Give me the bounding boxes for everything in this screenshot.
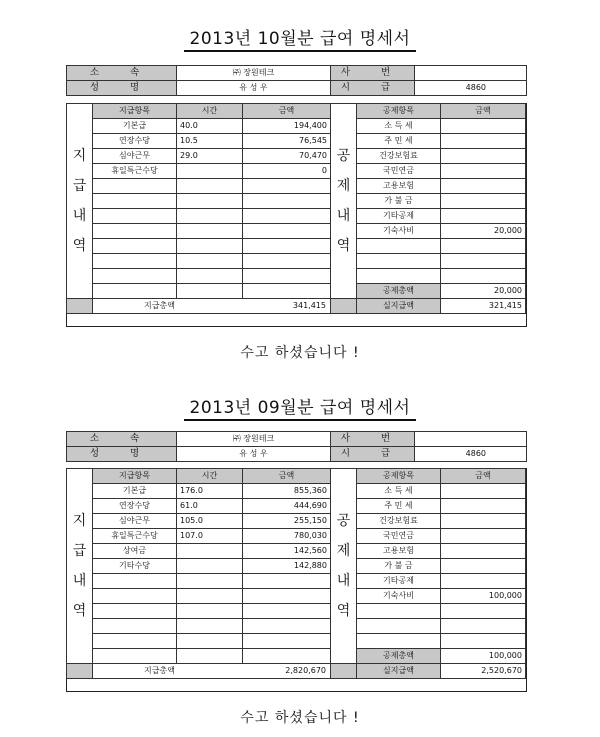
pay-detail-table bbox=[66, 468, 331, 679]
table-row bbox=[67, 574, 331, 589]
deduct-total-row: 공제총액 100,000 bbox=[331, 649, 526, 664]
pay-total-row bbox=[67, 299, 331, 314]
table-row: 심야근무 29.0 70,470 bbox=[67, 149, 331, 164]
col-deduct-amount: 금액 bbox=[441, 469, 526, 484]
table-row: 고용보험 bbox=[331, 544, 526, 559]
col-pay-hours: 시간 bbox=[177, 104, 243, 119]
net-pay-value: 321,415 bbox=[441, 299, 526, 314]
col-deduct-item: 공제항목 bbox=[357, 104, 441, 119]
table-row: 고용보험 bbox=[331, 179, 526, 194]
table-row bbox=[67, 649, 331, 664]
table-row: 기타공제 bbox=[331, 574, 526, 589]
table-row bbox=[67, 604, 331, 619]
table-row: 국민연금 bbox=[331, 164, 526, 179]
table-row bbox=[67, 619, 331, 634]
deduct-total-row: 공제총액 20,000 bbox=[331, 284, 526, 299]
table-row bbox=[67, 269, 331, 284]
table-row: 가 불 금 bbox=[331, 194, 526, 209]
table-row: 가 불 금 bbox=[331, 559, 526, 574]
employee-header-table bbox=[66, 431, 527, 462]
pay-side-label: 지 급 내 역 bbox=[67, 104, 93, 299]
table-row bbox=[331, 604, 526, 619]
table-row bbox=[67, 194, 331, 209]
rate-value: 4860 bbox=[415, 81, 527, 96]
rate-label: 시 급 bbox=[331, 81, 415, 96]
net-pay-label: 실지급액 bbox=[357, 664, 441, 679]
table-row: 기타수당 142,880 bbox=[67, 559, 331, 574]
table-row bbox=[67, 589, 331, 604]
emp-no-value bbox=[415, 432, 527, 447]
pay-total-value: 2,820,670 bbox=[285, 666, 326, 675]
table-row: 주 민 세 bbox=[331, 499, 526, 514]
table-row bbox=[67, 284, 331, 299]
table-row bbox=[331, 269, 526, 284]
table-row: 기숙사비 20,000 bbox=[331, 224, 526, 239]
table-row: 주 민 세 bbox=[331, 134, 526, 149]
table-row: 휴일특근수당 107.0 780,030 bbox=[67, 529, 331, 544]
rate-label: 시 급 bbox=[331, 447, 415, 462]
col-pay-hours: 시간 bbox=[177, 469, 243, 484]
table-row: 기본급 176.0 855,360 bbox=[67, 484, 331, 499]
pay-total-row bbox=[67, 664, 331, 679]
dept-label: 소 속 bbox=[67, 432, 177, 447]
col-pay-amount: 금액 bbox=[243, 104, 331, 119]
table-row: 심야근무 105.0 255,150 bbox=[67, 514, 331, 529]
col-pay-item: 지급항목 bbox=[93, 104, 177, 119]
table-row bbox=[67, 254, 331, 269]
emp-no-label: 사 번 bbox=[331, 432, 415, 447]
table-row bbox=[67, 634, 331, 649]
table-row: 국민연금 bbox=[331, 529, 526, 544]
table-row bbox=[331, 254, 526, 269]
net-pay-value: 2,520,670 bbox=[441, 664, 526, 679]
net-pay-row bbox=[331, 664, 526, 679]
table-row: 연장수당 10.5 76,545 bbox=[67, 134, 331, 149]
dept-value: ㈜ 장원테크 bbox=[177, 66, 331, 81]
col-deduct-item: 공제항목 bbox=[357, 469, 441, 484]
employee-header-table bbox=[66, 65, 527, 96]
pay-total-label: 지급총액 bbox=[144, 666, 175, 675]
pay-detail-table bbox=[66, 103, 331, 314]
thanks-message: 수고 하셨습니다 ! bbox=[240, 345, 360, 361]
table-row: 건강보험료 bbox=[331, 514, 526, 529]
table-row bbox=[331, 634, 526, 649]
table-row: 기타공제 bbox=[331, 209, 526, 224]
table-row: 기본급 40.0 194,400 bbox=[67, 119, 331, 134]
net-pay-label: 실지급액 bbox=[357, 299, 441, 314]
slip-title: 2013년 09월분 급여 명세서 bbox=[0, 393, 600, 418]
rate-value: 4860 bbox=[415, 447, 527, 462]
deduction-table bbox=[330, 103, 526, 314]
table-row: 소 득 세 bbox=[331, 484, 526, 499]
dept-value: ㈜ 장원테크 bbox=[177, 432, 331, 447]
emp-no-value bbox=[415, 66, 527, 81]
col-pay-amount: 금액 bbox=[243, 469, 331, 484]
table-row: 소 득 세 bbox=[331, 119, 526, 134]
table-row: 연장수당 61.0 444,690 bbox=[67, 499, 331, 514]
table-row bbox=[67, 209, 331, 224]
table-row bbox=[67, 239, 331, 254]
emp-no-label: 사 번 bbox=[331, 66, 415, 81]
table-row: 상여금 142,560 bbox=[67, 544, 331, 559]
deduction-table bbox=[330, 468, 526, 679]
table-row bbox=[67, 224, 331, 239]
net-pay-row bbox=[331, 299, 526, 314]
slip-title: 2013년 10월분 급여 명세서 bbox=[0, 24, 600, 49]
table-row bbox=[67, 179, 331, 194]
name-label: 성 명 bbox=[67, 81, 177, 96]
table-row bbox=[331, 239, 526, 254]
table-row: 휴일특근수당 0 bbox=[67, 164, 331, 179]
table-row bbox=[331, 619, 526, 634]
table-row: 건강보험료 bbox=[331, 149, 526, 164]
col-pay-item: 지급항목 bbox=[93, 469, 177, 484]
thanks-message: 수고 하셨습니다 ! bbox=[240, 710, 360, 726]
name-value: 유 성 우 bbox=[177, 447, 331, 462]
dept-label: 소 속 bbox=[67, 66, 177, 81]
pay-total-value: 341,415 bbox=[292, 301, 326, 310]
deduct-side-label: 공 제 내 역 bbox=[331, 469, 357, 664]
col-deduct-amount: 금액 bbox=[441, 104, 526, 119]
deduct-side-label: 공 제 내 역 bbox=[331, 104, 357, 299]
name-label: 성 명 bbox=[67, 447, 177, 462]
pay-total-label: 지급총액 bbox=[144, 301, 175, 310]
name-value: 유 성 우 bbox=[177, 81, 331, 96]
pay-side-label: 지 급 내 역 bbox=[67, 469, 93, 664]
table-row: 기숙사비 100,000 bbox=[331, 589, 526, 604]
